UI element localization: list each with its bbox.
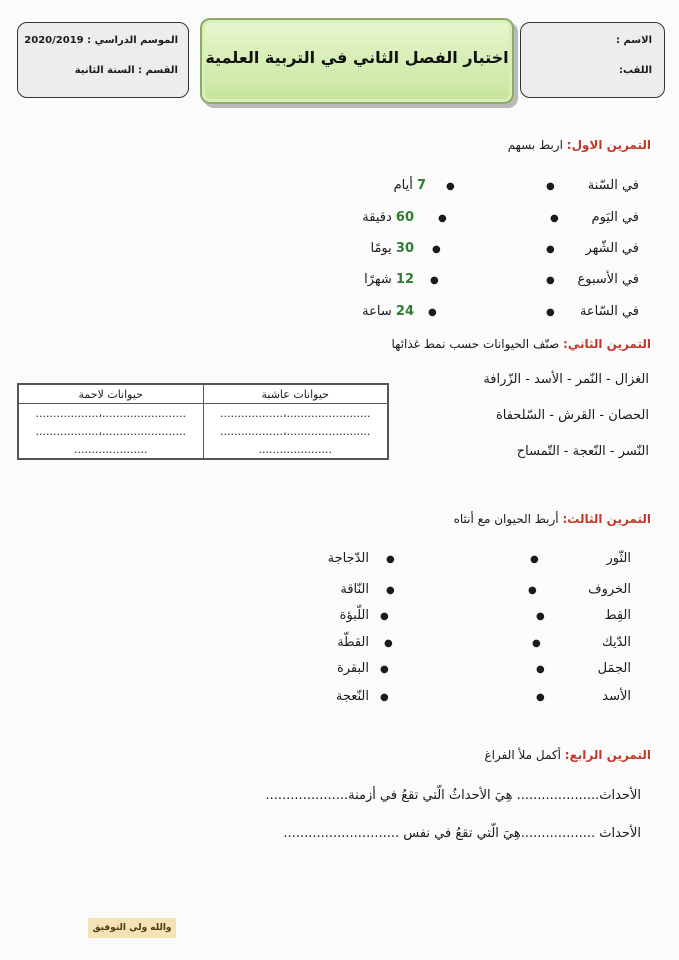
bullet-icon: ● [546, 181, 555, 192]
unit: ساعة [362, 304, 392, 319]
table-header-carnivores: حيوانات لاحمة [18, 384, 203, 404]
bullet-icon: ● [530, 554, 539, 565]
exercise-4-instruction: أكمل ملأ الفراغ [484, 748, 561, 762]
ex1-left-item: في السّنة [587, 178, 639, 193]
male-animal: الجمَل [597, 661, 631, 676]
exercise-1-label: التمرين الاول: [566, 138, 651, 152]
number: 60 [395, 210, 414, 225]
surname-label: اللقب: [618, 65, 652, 76]
bullet-icon: ● [384, 638, 393, 649]
bullet-icon: ● [386, 585, 395, 596]
class-section: القسم : السنة الثانية [74, 65, 178, 76]
student-box [520, 22, 665, 98]
female-animal: النّاقة [340, 582, 369, 597]
ex1-right-item [362, 304, 414, 319]
ex1-left-item: في اليَوم [591, 210, 639, 225]
bullet-icon: ● [386, 554, 395, 565]
number: 30 [395, 241, 414, 256]
exercise-4-label: التمرين الرابع: [564, 748, 651, 762]
ex1-left-item: في الشّهر [585, 241, 639, 256]
header-info-box [17, 22, 189, 98]
animal-list-line: الغزال - النّمر - الأسد - الزّرافة [483, 372, 649, 387]
bullet-icon: ● [446, 181, 455, 192]
name-label: الاسم : [615, 35, 652, 46]
number: 24 [395, 304, 414, 319]
blank-cell[interactable]: ..................... [203, 440, 388, 459]
female-animal: الدّجاجة [327, 551, 369, 566]
bullet-icon: ● [532, 638, 541, 649]
exercise-3-label: التمرين الثالث: [562, 512, 651, 526]
closing-note: والله ولي التوفيق [88, 918, 176, 938]
unit: يومًا [370, 241, 392, 256]
unit: شهرًا [364, 272, 392, 287]
female-animal: النّعجة [335, 689, 369, 704]
fill-blank-line-2[interactable]: الأحداث ..................هِيَ الّتي تقعُ في نفس ............................ [283, 826, 641, 841]
blank-cell[interactable]: ..................،........................ [18, 422, 203, 440]
bullet-icon: ● [536, 611, 545, 622]
exercise-2-instruction: صنّف الحيوانات حسب نمط غذائها [391, 337, 560, 351]
exercise-3-heading [454, 512, 651, 526]
bullet-icon: ● [546, 244, 555, 255]
exercise-3-instruction: أربط الحيوان مع أنثاه [453, 512, 559, 526]
female-animal: البقرة [336, 661, 369, 676]
blank-cell[interactable]: ..................،........................ [203, 404, 388, 423]
fill-blank-line-1[interactable]: الأحداث.................... هِيَ الأحداثُ الّتي تقعُ في أزمنة.................... [265, 788, 641, 803]
bullet-icon: ● [528, 585, 537, 596]
ex1-left-item: في السّاعة [579, 304, 639, 319]
bullet-icon: ● [546, 307, 555, 318]
bullet-icon: ● [546, 275, 555, 286]
bullet-icon: ● [536, 692, 545, 703]
title-banner [200, 18, 514, 104]
bullet-icon: ● [428, 307, 437, 318]
bullet-icon: ● [438, 213, 447, 224]
blank-cell[interactable]: ..................،........................ [203, 422, 388, 440]
male-animal: الخروف [588, 582, 631, 597]
exercise-2-heading [392, 337, 652, 351]
page-title: اختبار الفصل الثاني في التربية العلمية [205, 48, 509, 67]
ex1-left-item: في الأسبوع [577, 272, 639, 287]
number: 12 [395, 272, 414, 287]
exercise-1-instruction: اربط بسهم [507, 138, 563, 152]
blank-cell[interactable]: ..................،........................ [18, 404, 203, 423]
ex1-right-item [364, 272, 414, 287]
female-animal: اللّبؤة [339, 608, 369, 623]
exercise-4-heading [484, 748, 651, 762]
male-animal: الثّور [606, 551, 631, 566]
bullet-icon: ● [550, 213, 559, 224]
table-header-herbivores: حيوانات عاشبة [203, 384, 388, 404]
exercise-2-label: التمرين الثاني: [563, 337, 651, 351]
ex1-right-item [371, 241, 415, 256]
male-animal: الدّيك [602, 635, 631, 650]
school-year: الموسم الدراسي : 2020/2019 [24, 35, 178, 46]
bullet-icon: ● [430, 275, 439, 286]
female-animal: القطّة [337, 635, 369, 650]
number: 7 [416, 178, 426, 193]
unit: أيام [393, 178, 413, 193]
exercise-1-heading [508, 138, 651, 152]
bullet-icon: ● [380, 692, 389, 703]
classification-table [17, 383, 389, 460]
bullet-icon: ● [380, 664, 389, 675]
male-animal: الأسد [602, 689, 631, 704]
unit: دقيقة [362, 210, 392, 225]
bullet-icon: ● [380, 611, 389, 622]
ex1-right-item [394, 178, 426, 193]
animal-list-line: النّسر - النّعجة - التّمساح [516, 444, 649, 459]
male-animal: القِط [604, 608, 631, 623]
animal-list-line: الحصان - القرش - السّلحفاة [495, 408, 649, 423]
blank-cell[interactable]: ..................... [18, 440, 203, 459]
bullet-icon: ● [536, 664, 545, 675]
ex1-right-item [362, 210, 414, 225]
bullet-icon: ● [432, 244, 441, 255]
